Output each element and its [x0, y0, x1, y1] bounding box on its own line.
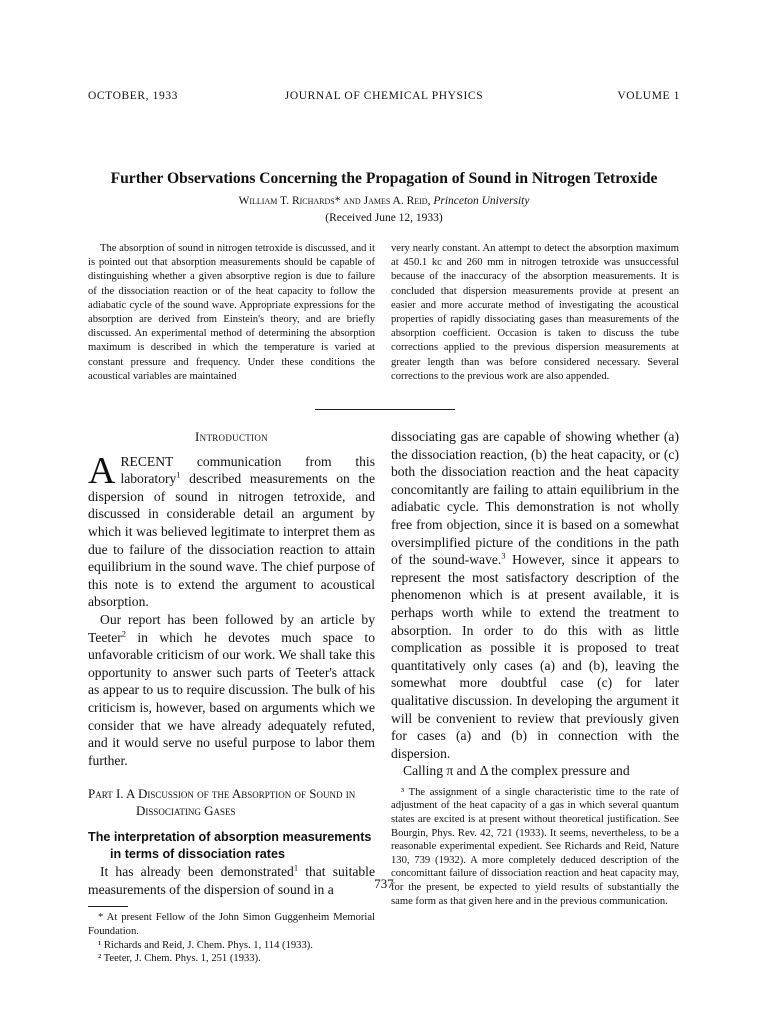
author-richards: William T. Richards* [238, 195, 341, 207]
footnote-ref-1b: 1 [293, 862, 299, 873]
introduction-paragraph-2: Our report has been followed by an article by Teeter$^2$ in which he devotes much space to unfavorable criticism of our work. We shall take this opportunity to answer such parts of Teeter's attack as appear to us to require discussion. The bulk of his criticism is, however, based on arguments which we consider that we have already adequately refuted, and it would serve no useful purpose to labor them further. [88, 611, 375, 768]
footnote-ref-2: 2 [121, 628, 126, 638]
part-one-paragraph-1: It has already been demonstrated$^1$ that suitable measurements of the dispersion of sound in a [88, 862, 375, 897]
part-one-heading: Part I. A Discussion of the Absorption of Sound in Dissociating Gases [88, 786, 356, 819]
footnotes-left [88, 911, 375, 965]
footnote-2: ² Teeter, J. Chem. Phys. 1, 251 (1933). [98, 953, 261, 965]
affiliation: Princeton University [433, 195, 530, 207]
right-paragraph-1: dissociating gas are capable of showing whether (a) the dissociation reaction, (b) the heat capacity, or (c) both the dissociation reaction and the heat capacity concomitantly are failing to attain equilibrium in the adiabatic cycle. This demonstration is not wholly free from objection, since it is based on a somewhat oversimplified picture of the conditions in the path of the sound-wave.$^3$ However, since it appears to represent the most satisfactory description of the phenomenon which is at present available, it is perhaps worth while to extend the treatment to absorption. In order to do this with as little complication as possible it is proposed to treat quantitatively only cases (a) and (b), leaving the somewhat more doubtful case (c) for later qualitative discussion. In developing the argument it will be convenient to review that previously given for cases (a) and (b) in connection with the dispersion. [391, 429, 679, 761]
right-paragraph-2: Calling π and Δ the complex pressure and [403, 763, 630, 779]
author-line [60, 195, 708, 207]
author-reid: James A. Reid, [363, 195, 431, 207]
author-conjunction: and [340, 195, 364, 207]
body-right-column [391, 428, 679, 908]
abstract-divider [315, 409, 455, 410]
drop-cap: A [88, 449, 116, 492]
article-title: Further Observations Concerning the Propagation of Sound in Nitrogen Tetroxide [110, 170, 658, 187]
running-head-date: OCTOBER, 1933 [88, 90, 179, 102]
subsection-heading: The interpretation of absorption measurements in terms of dissociation rates [88, 830, 372, 862]
footnote-ref-1: 1 [176, 469, 181, 480]
abstract-left-column: The absorption of sound in nitrogen tetroxide is discussed, and it is pointed out that absorption measurements should be capable of distinguishing whether a given absorptive region is due to failure of the dissociation reaction or of the heat capacity to follow the adiabatic cycle of the sound wave. Appropriate expressions for the absorption are derived from Einstein's theory, and are briefly discussed. An experimental method of determining the absorption maximum is described in which the temperature is varied at constant pressure and frequency. Under these conditions the acoustical variables are maintained [88, 243, 375, 382]
introduction-paragraph-1: ARECENT communication from this laboratory$^1$ described measurements on the dispersion of sound in nitrogen tetroxide, and discussed in considerable detail an argument by which it was believed legitimate to interpret them as due to failure of the dissociation reaction to attain equilibrium in the sound wave. The chief purpose of this note is to extend the argument to acoustical absorption. [88, 449, 375, 610]
footnote-ref-3: 3 [501, 550, 506, 561]
footnote-star: * At present Fellow of the John Simon Guggenheim Memorial Foundation. [88, 912, 375, 938]
introduction-heading: Introduction [195, 429, 268, 444]
abstract-right-column: very nearly constant. An attempt to detect the absorption maximum at 450.1 kc and 260 mm in nitrogen tetroxide was unsuccessful because of the inaccuracy of the absorption measurements. It is concluded that dispersion measurements provide at present an easier and more accurate method of investigating the acoustical properties of rapidly dissociating gases than measurements of the absorption coefficient. Occasion is taken to discuss the tube corrections applied to the previous dispersion measurements at greater length than was before considered necessary. Several corrections to the previous work are also appended. [391, 243, 679, 382]
running-head-volume: VOLUME 1 [617, 90, 680, 102]
page-number: 737 [374, 876, 394, 891]
footnote-1: ¹ Richards and Reid, J. Chem. Phys. 1, 114 (1933). [98, 939, 313, 951]
running-head-journal: JOURNAL OF CHEMICAL PHYSICS [284, 90, 484, 102]
running-head [88, 90, 680, 106]
footnote-3: ³ The assignment of a single characteristic time to the rate of adjustment of the heat capacity of a gas in which several quantum states are excited is at present without theoretical justification. See Bourgin, Phys. Rev. 42, 721 (1933). It seems, nevertheless, to be a reasonable experimental expedient. See Richards and Reid, Nature 130, 739 (1932). A more completely deduced description of the concomittant failure of dissociation reaction and heat capacity may, for the present, be expected to yield results of substantially the same form as that given here and in the previous communication. [391, 786, 679, 907]
received-date: (Received June 12, 1933) [325, 212, 443, 224]
footnote-rule [88, 906, 128, 907]
